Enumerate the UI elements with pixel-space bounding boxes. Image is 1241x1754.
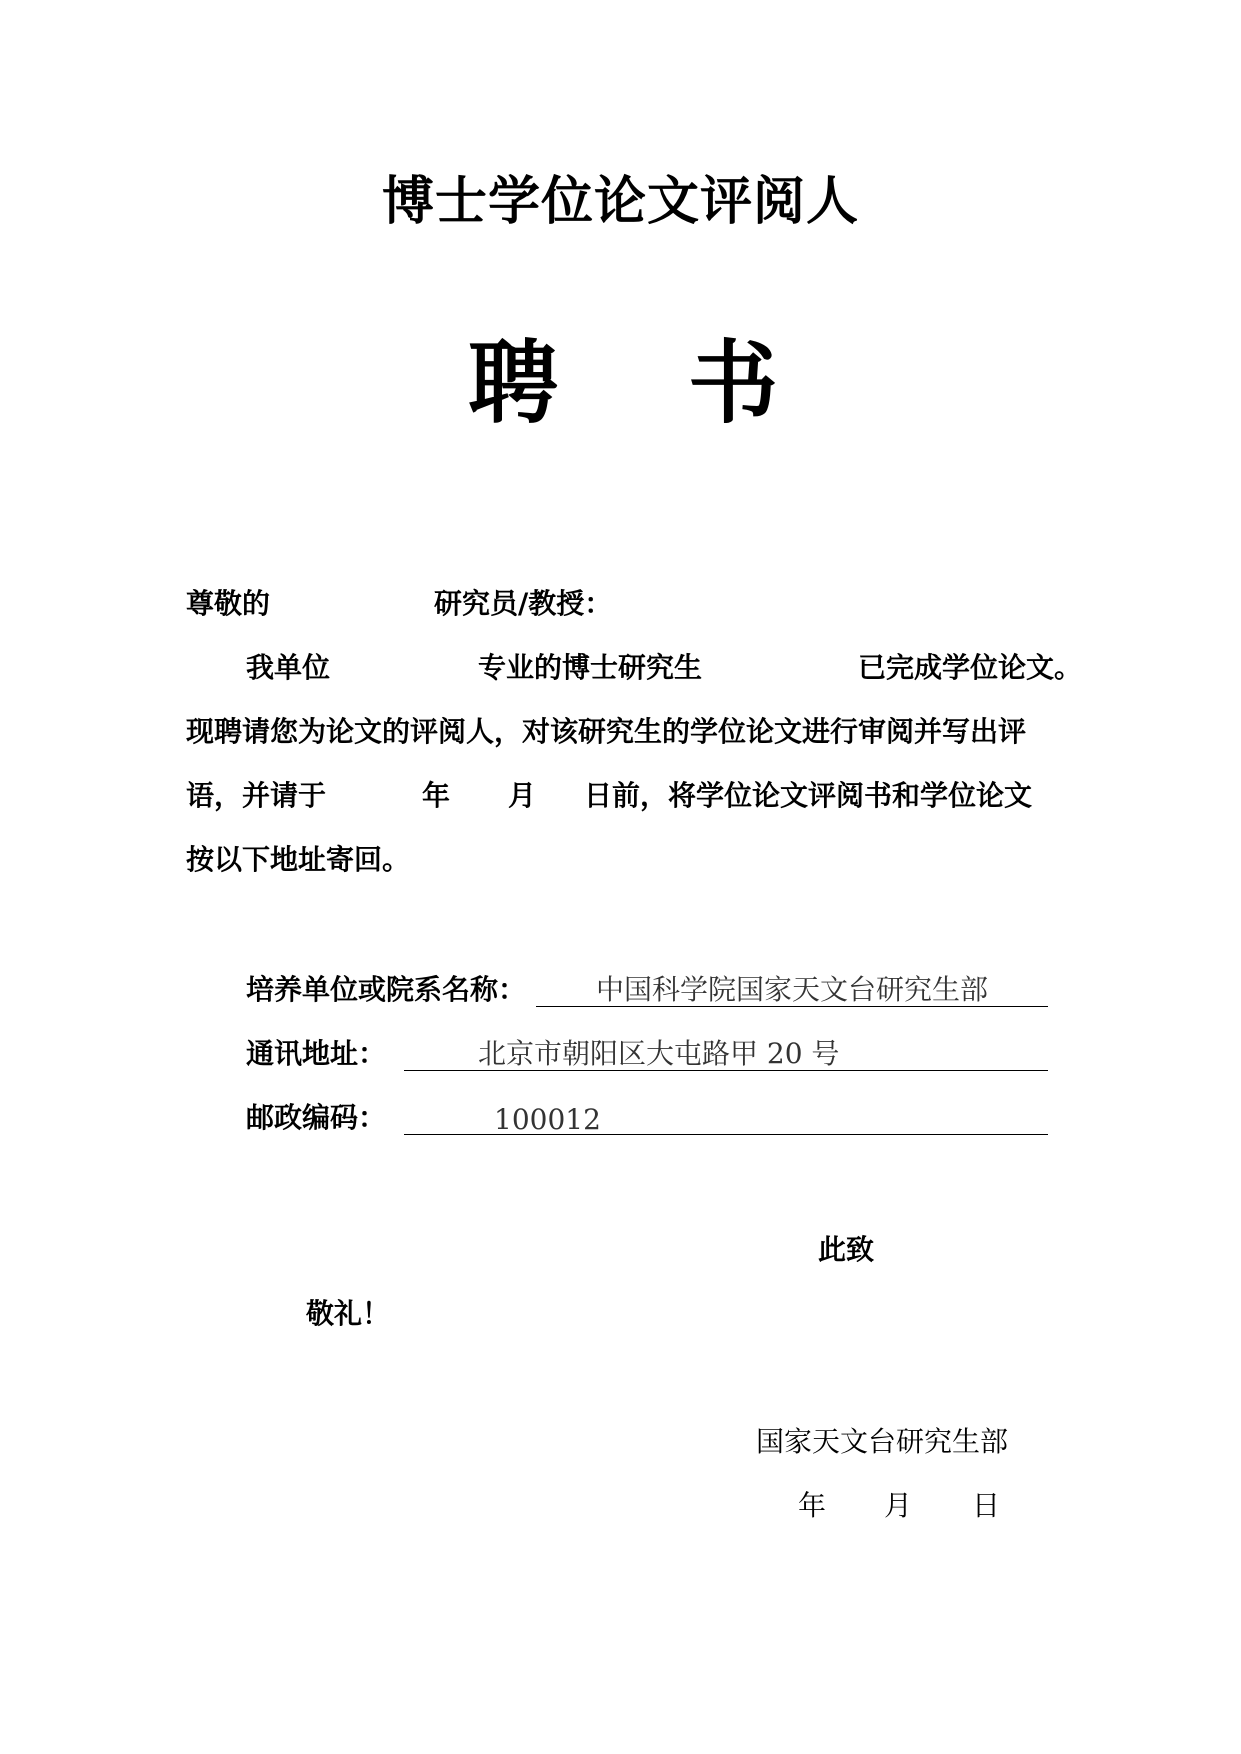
deadline-month-label: 月	[508, 779, 537, 812]
signature-year-label: 年	[798, 1489, 827, 1522]
department-underline	[536, 1006, 1048, 1007]
closing-line-2: 敬礼！	[306, 1297, 391, 1330]
salutation-prefix: 尊敬的	[186, 587, 271, 620]
department-value: 中国科学院国家天文台研究生部	[596, 973, 989, 1006]
paragraph-3-start: 语，并请于	[186, 779, 327, 812]
closing-line-1: 此致	[818, 1233, 875, 1266]
address-value: 北京市朝阳区大屯路甲 20 号	[478, 1037, 840, 1070]
paragraph-2: 现聘请您为论文的评阅人，对该研究生的学位论文进行审阅并写出评	[186, 715, 1027, 748]
address-underline	[404, 1070, 1048, 1071]
postal-code-label: 邮政编码：	[246, 1101, 387, 1134]
signature-day-label: 日	[972, 1489, 1001, 1522]
postal-code-value: 100012	[494, 1103, 601, 1136]
paragraph-3-end: 日前，将学位论文评阅书和学位论文	[584, 779, 1033, 812]
signature-organization: 国家天文台研究生部	[756, 1425, 1009, 1458]
address-label: 通讯地址：	[246, 1037, 387, 1070]
paragraph-1-end: 已完成学位论文。	[858, 651, 1083, 684]
document-title: 博士学位论文评阅人	[381, 171, 859, 232]
salutation-suffix: 研究员/教授：	[434, 587, 613, 620]
letter-heading-char-2: 书	[688, 330, 778, 436]
paragraph-1-middle: 专业的博士研究生	[478, 651, 703, 684]
signature-month-label: 月	[884, 1489, 913, 1522]
paragraph-4: 按以下地址寄回。	[186, 843, 411, 876]
letter-heading-char-1: 聘	[468, 330, 558, 436]
deadline-year-label: 年	[422, 779, 451, 812]
department-label: 培养单位或院系名称：	[246, 973, 527, 1006]
paragraph-1-start: 我单位	[246, 651, 331, 684]
